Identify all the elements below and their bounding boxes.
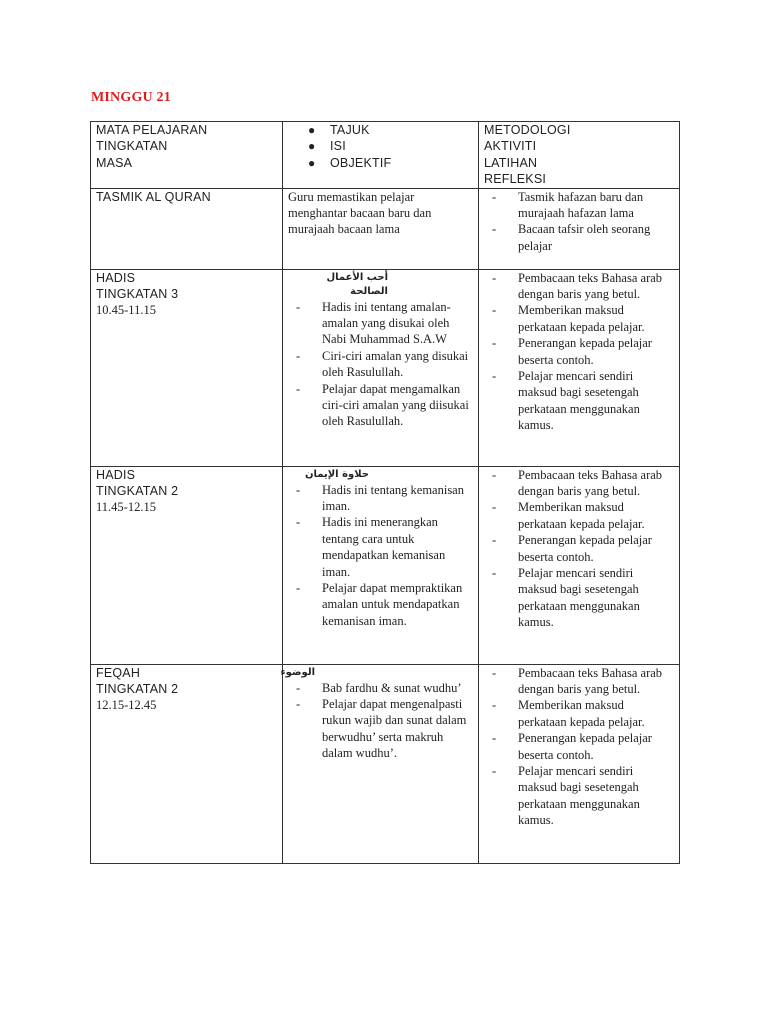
bullet-dot-icon: ●	[308, 155, 316, 170]
list-item	[308, 138, 473, 154]
list-item: - Pelajar dapat mengenalpasti rukun wajib dan sunat dalam berwudhu’ serta makruh dalam wudhu’.	[296, 697, 467, 761]
dash-bullet-icon: -	[296, 697, 301, 712]
list-item: - Bab fardhu & sunat wudhu’	[296, 680, 462, 695]
subject-grade: TINGKATAN 2	[96, 682, 179, 697]
list-item: - Tasmik hafazan baru dan murajaah hafazan lama	[492, 189, 644, 221]
dash-list	[288, 482, 473, 630]
arabic-title: أحب الأعمال الصالحة	[326, 271, 388, 297]
list-item: - Pelajar mencari sendiri maksud bagi sesetengah perkataan menggunakan kamus.	[492, 764, 640, 828]
dash-bullet-icon: -	[492, 336, 497, 351]
dash-list	[288, 680, 473, 762]
subject-cell	[91, 664, 283, 863]
bullet-list	[288, 122, 473, 171]
arabic-title: الوضوء	[280, 666, 315, 678]
dash-bullet-icon: -	[492, 566, 497, 581]
dash-bullet-icon: -	[296, 348, 301, 363]
dash-bullet-icon: -	[492, 270, 497, 285]
method-cell	[479, 664, 680, 863]
dash-bullet-icon: -	[492, 665, 497, 680]
list-item	[308, 122, 473, 138]
list-item: - Hadis ini menerangkan tentang cara untuk mendapatkan kemanisan iman.	[296, 515, 446, 579]
header-label: METODOLOGI	[484, 123, 571, 137]
subject-name: TASMIK AL QURAN	[96, 189, 211, 204]
header-label: ISI	[330, 139, 346, 154]
method-cell	[479, 188, 680, 269]
list-item: - Hadis ini tentang kemanisan iman.	[296, 482, 464, 514]
subject-name: HADIS	[96, 467, 136, 482]
dash-bullet-icon: -	[492, 698, 497, 713]
dash-bullet-icon: -	[492, 731, 497, 746]
subject-time: 12.15-12.45	[96, 698, 157, 713]
dash-bullet-icon: -	[492, 764, 497, 779]
table-row	[91, 466, 680, 664]
subject-name: HADIS	[96, 270, 136, 285]
content-text: Guru memastikan pelajar menghantar bacaan baru dan murajaah bacaan lama	[288, 189, 432, 237]
list-item: - Penerangan kepada pelajar beserta contoh.	[492, 336, 652, 367]
content-cell	[283, 466, 479, 664]
header-cell-method	[479, 122, 680, 189]
header-label: AKTIVITI	[484, 139, 537, 154]
table-header-row	[91, 122, 680, 189]
content-cell	[283, 188, 479, 269]
table-row	[91, 664, 680, 863]
subject-cell	[91, 466, 283, 664]
list-item: - Memberikan maksud perkataan kepada pelajar.	[492, 303, 645, 334]
subject-grade: TINGKATAN 2	[96, 484, 179, 499]
dash-bullet-icon: -	[296, 515, 301, 530]
content-cell	[283, 269, 479, 466]
list-item	[308, 155, 473, 171]
header-label: OBJEKTIF	[330, 155, 392, 170]
list-item: - Bacaan tafsir oleh seorang pelajar	[492, 222, 651, 253]
dash-bullet-icon: -	[492, 222, 497, 237]
list-item: - Memberikan maksud perkataan kepada pelajar.	[492, 500, 645, 531]
bullet-dot-icon: ●	[308, 139, 316, 154]
subject-time: 11.45-12.15	[96, 500, 156, 515]
bullet-dot-icon: ●	[308, 123, 316, 137]
dash-bullet-icon: -	[492, 467, 497, 482]
list-item: - Memberikan maksud perkataan kepada pelajar.	[492, 698, 645, 729]
header-label: TAJUK	[330, 123, 370, 137]
dash-bullet-icon: -	[492, 303, 497, 318]
content-cell	[280, 664, 479, 863]
dash-bullet-icon: -	[492, 533, 497, 548]
dash-bullet-icon: -	[492, 369, 497, 384]
week-heading: MINGGU 21	[91, 90, 171, 105]
table-row	[91, 188, 680, 269]
list-item: - Ciri-ciri amalan yang disukai oleh Rasulullah.	[296, 348, 469, 380]
header-label: LATIHAN	[484, 155, 538, 170]
list-item: - Pelajar mencari sendiri maksud bagi sesetengah perkataan menggunakan kamus.	[492, 566, 640, 630]
subject-time: 10.45-11.15	[96, 303, 156, 318]
list-item: - Hadis ini tentang amalan-amalan yang disukai oleh Nabi Muhammad S.A.W	[296, 299, 451, 347]
list-item: - Penerangan kepada pelajar beserta contoh.	[492, 731, 652, 762]
dash-bullet-icon: -	[296, 299, 301, 314]
dash-list	[484, 665, 674, 829]
subject-name: FEQAH	[96, 665, 141, 680]
header-cell-subject	[91, 122, 283, 189]
list-item: - Pelajar dapat mengamalkan ciri-ciri amalan yang diisukai oleh Rasulullah.	[296, 381, 469, 429]
header-cell-topic	[283, 122, 479, 189]
header-label: MATA PELAJARAN	[96, 123, 208, 137]
dash-list	[484, 270, 674, 434]
list-item: - Pembacaan teks Bahasa arab dengan baris yang betul.	[492, 467, 663, 499]
list-item: - Pelajar dapat mempraktikan amalan untuk mendapatkan kemanisan iman.	[296, 581, 463, 628]
subject-grade: TINGKATAN 3	[96, 287, 179, 302]
method-cell	[479, 466, 680, 664]
list-item: - Pembacaan teks Bahasa arab dengan baris yang betul.	[492, 665, 663, 697]
header-label: REFLEKSI	[484, 172, 547, 187]
subject-cell	[91, 269, 283, 466]
dash-bullet-icon: -	[296, 381, 301, 396]
arabic-title: حلاوة الإيمان	[304, 468, 369, 480]
dash-bullet-icon: -	[492, 189, 497, 204]
subject-cell	[91, 188, 283, 269]
list-item: - Pelajar mencari sendiri maksud bagi sesetengah perkataan menggunakan kamus.	[492, 369, 640, 433]
lesson-plan-table	[90, 121, 680, 864]
list-item: - Penerangan kepada pelajar beserta contoh.	[492, 533, 652, 564]
header-label: MASA	[96, 155, 133, 170]
dash-bullet-icon: -	[296, 482, 301, 497]
method-cell	[479, 269, 680, 466]
header-label: TINGKATAN	[96, 139, 168, 154]
dash-list	[288, 299, 473, 430]
dash-bullet-icon: -	[296, 581, 301, 596]
list-item: - Pembacaan teks Bahasa arab dengan baris yang betul.	[492, 270, 663, 302]
dash-list	[484, 189, 674, 255]
dash-list	[484, 467, 674, 631]
dash-bullet-icon: -	[296, 680, 301, 695]
table-row	[91, 269, 680, 466]
dash-bullet-icon: -	[492, 500, 497, 515]
